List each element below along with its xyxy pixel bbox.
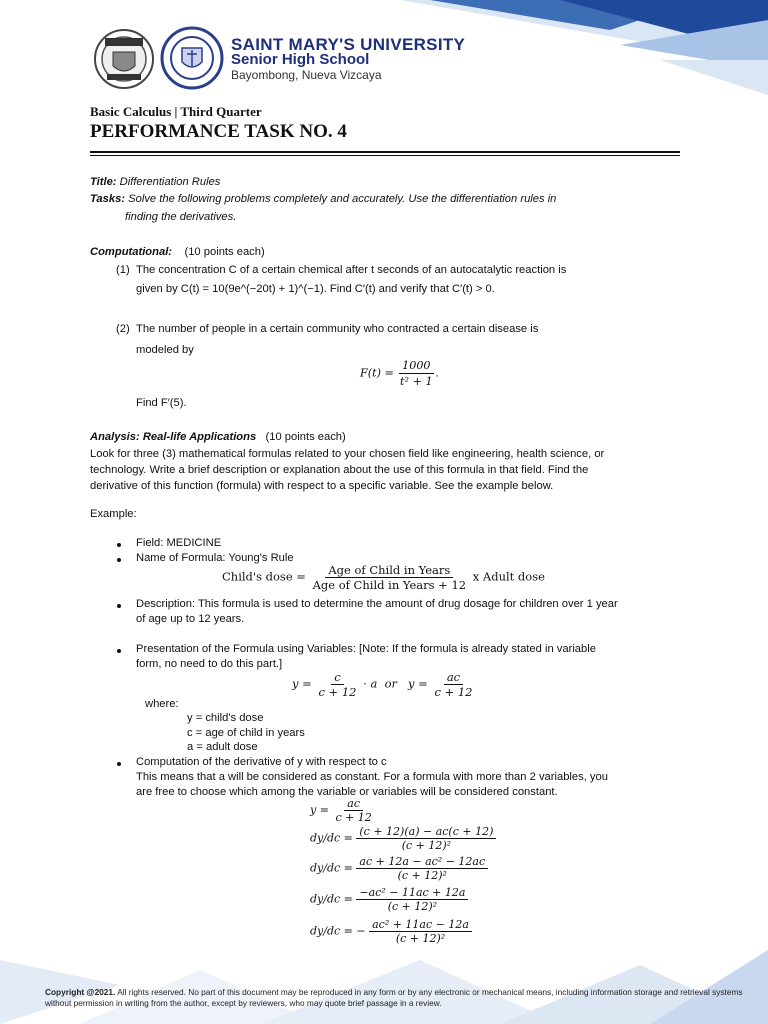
presentation-text-2: form, no need to do this part.] [136,658,283,670]
computation-text-1: This means that a will be considered as constant. For a formula with more than 2 variables, you [136,771,608,783]
title-rule-thin [90,155,680,156]
bullet-dot [117,543,121,547]
shs-seal-icon [93,28,155,90]
tasks-line-2: finding the derivatives. [125,211,237,223]
where-c: c = age of child in years [187,727,305,739]
analysis-heading: Analysis: Real-life Applications (10 points each) [90,431,346,443]
problem-2-number: (2) [116,323,130,335]
problem-1-formula: given by C(t) = 10(9e^(−20t) + 1)^(−1). Find C′(t) and verify that C′(t) > 0. [136,283,495,295]
computation-heading: Computation of the derivative of y with respect to c [136,756,387,768]
where-a: a = adult dose [187,741,258,753]
copyright-notice: Copyright @2021. All rights reserved. No part of this document may be reproduced in any form or by any electronic or mechanical means, including information storage and retrieval systems without permission in writing from the author, except by reviewers, who may quote brief passage in a review. [45,987,743,1008]
problem-2-text: The number of people in a certain community who contracted a certain disease is [136,323,539,335]
page-title: PERFORMANCE TASK NO. 4 [90,121,347,142]
example-formula-name: Name of Formula: Young's Rule [136,552,294,564]
derivative-step: dy/dc = $\frac{(c + 12)(a) - ac(c + 12)}{\text{(c + 12)²}}$ [310,825,496,852]
title-line: Title: Differentiation Rules [90,176,221,188]
where-label: where: [145,698,179,710]
analysis-text-2: technology. Write a brief description or explanation about the use of this formula in that field. Find the [90,464,589,476]
tasks-line: Tasks: Solve the following problems completely and accurately. Use the differentiation rules in [90,193,557,205]
problem-2-text-2: modeled by [136,344,194,356]
problem-2-formula: F(t) = $\frac{1000}{\text{t² + 1}}$ . [360,359,439,388]
example-description-2: of age up to 12 years. [136,613,245,625]
variable-formula: y = $\frac{c}{c + 12}$ · a or y = $\frac{ac}{c + 12}$ [292,670,473,699]
where-y: y = child's dose [187,712,264,724]
course-label: Basic Calculus | Third Quarter [90,104,262,119]
smu-seal-icon [160,26,224,90]
title-rule [90,151,680,153]
analysis-text-1: Look for three (3) mathematical formulas related to your chosen field like engineering, health science, or [90,448,605,460]
bullet-dot [117,604,121,608]
computation-text-2: are free to choose which among the variable or variables will be considered constant. [136,786,558,798]
problem-2-find: Find F′(5). [136,397,187,409]
footer-decoration [0,940,768,1024]
school-location: Bayombong, Nueva Vizcaya [231,68,382,82]
presentation-text-1: Presentation of the Formula using Variables: [Note: If the formula is already stated in variable [136,643,596,655]
bullet-dot [117,558,121,562]
example-field: Field: MEDICINE [136,537,222,549]
derivative-step: dy/dc = $\frac{\text{−ac² − 11ac + 12a}}{\text{(c + 12)²}}$ [310,886,468,913]
computational-heading: Computational: (10 points each) [90,246,265,258]
problem-1-number: (1) [116,264,130,276]
analysis-text-3: derivative of this function (formula) with respect to a specific variable. See the example below. [90,480,554,492]
school-name: Senior High School [231,51,370,68]
bullet-dot [117,649,121,653]
derivative-step: dy/dc = $\frac{\text{ac + 12a − ac² − 12ac}}{\text{(c + 12)²}}$ [310,855,488,882]
university-name: SAINT MARY'S UNIVERSITY [231,35,466,54]
derivative-step: dy/dc = − $\frac{\text{ac² + 11ac − 12a}}{\text{(c + 12)²}}$ [310,918,472,945]
derivative-step: y = $\frac{ac}{c + 12}$ [310,797,372,824]
bullet-dot [117,762,121,766]
youngs-rule-formula: Child's dose = $\frac{\text{Age of Child in Years}}{\text{Age of Child in Years + 12}}$ x Adult dose [222,563,545,592]
example-label: Example: [90,508,137,520]
example-description-1: Description: This formula is used to determine the amount of drug dosage for children over 1 year [136,598,618,610]
problem-1-text: The concentration C of a certain chemical after t seconds of an autocatalytic reaction is [136,264,567,276]
